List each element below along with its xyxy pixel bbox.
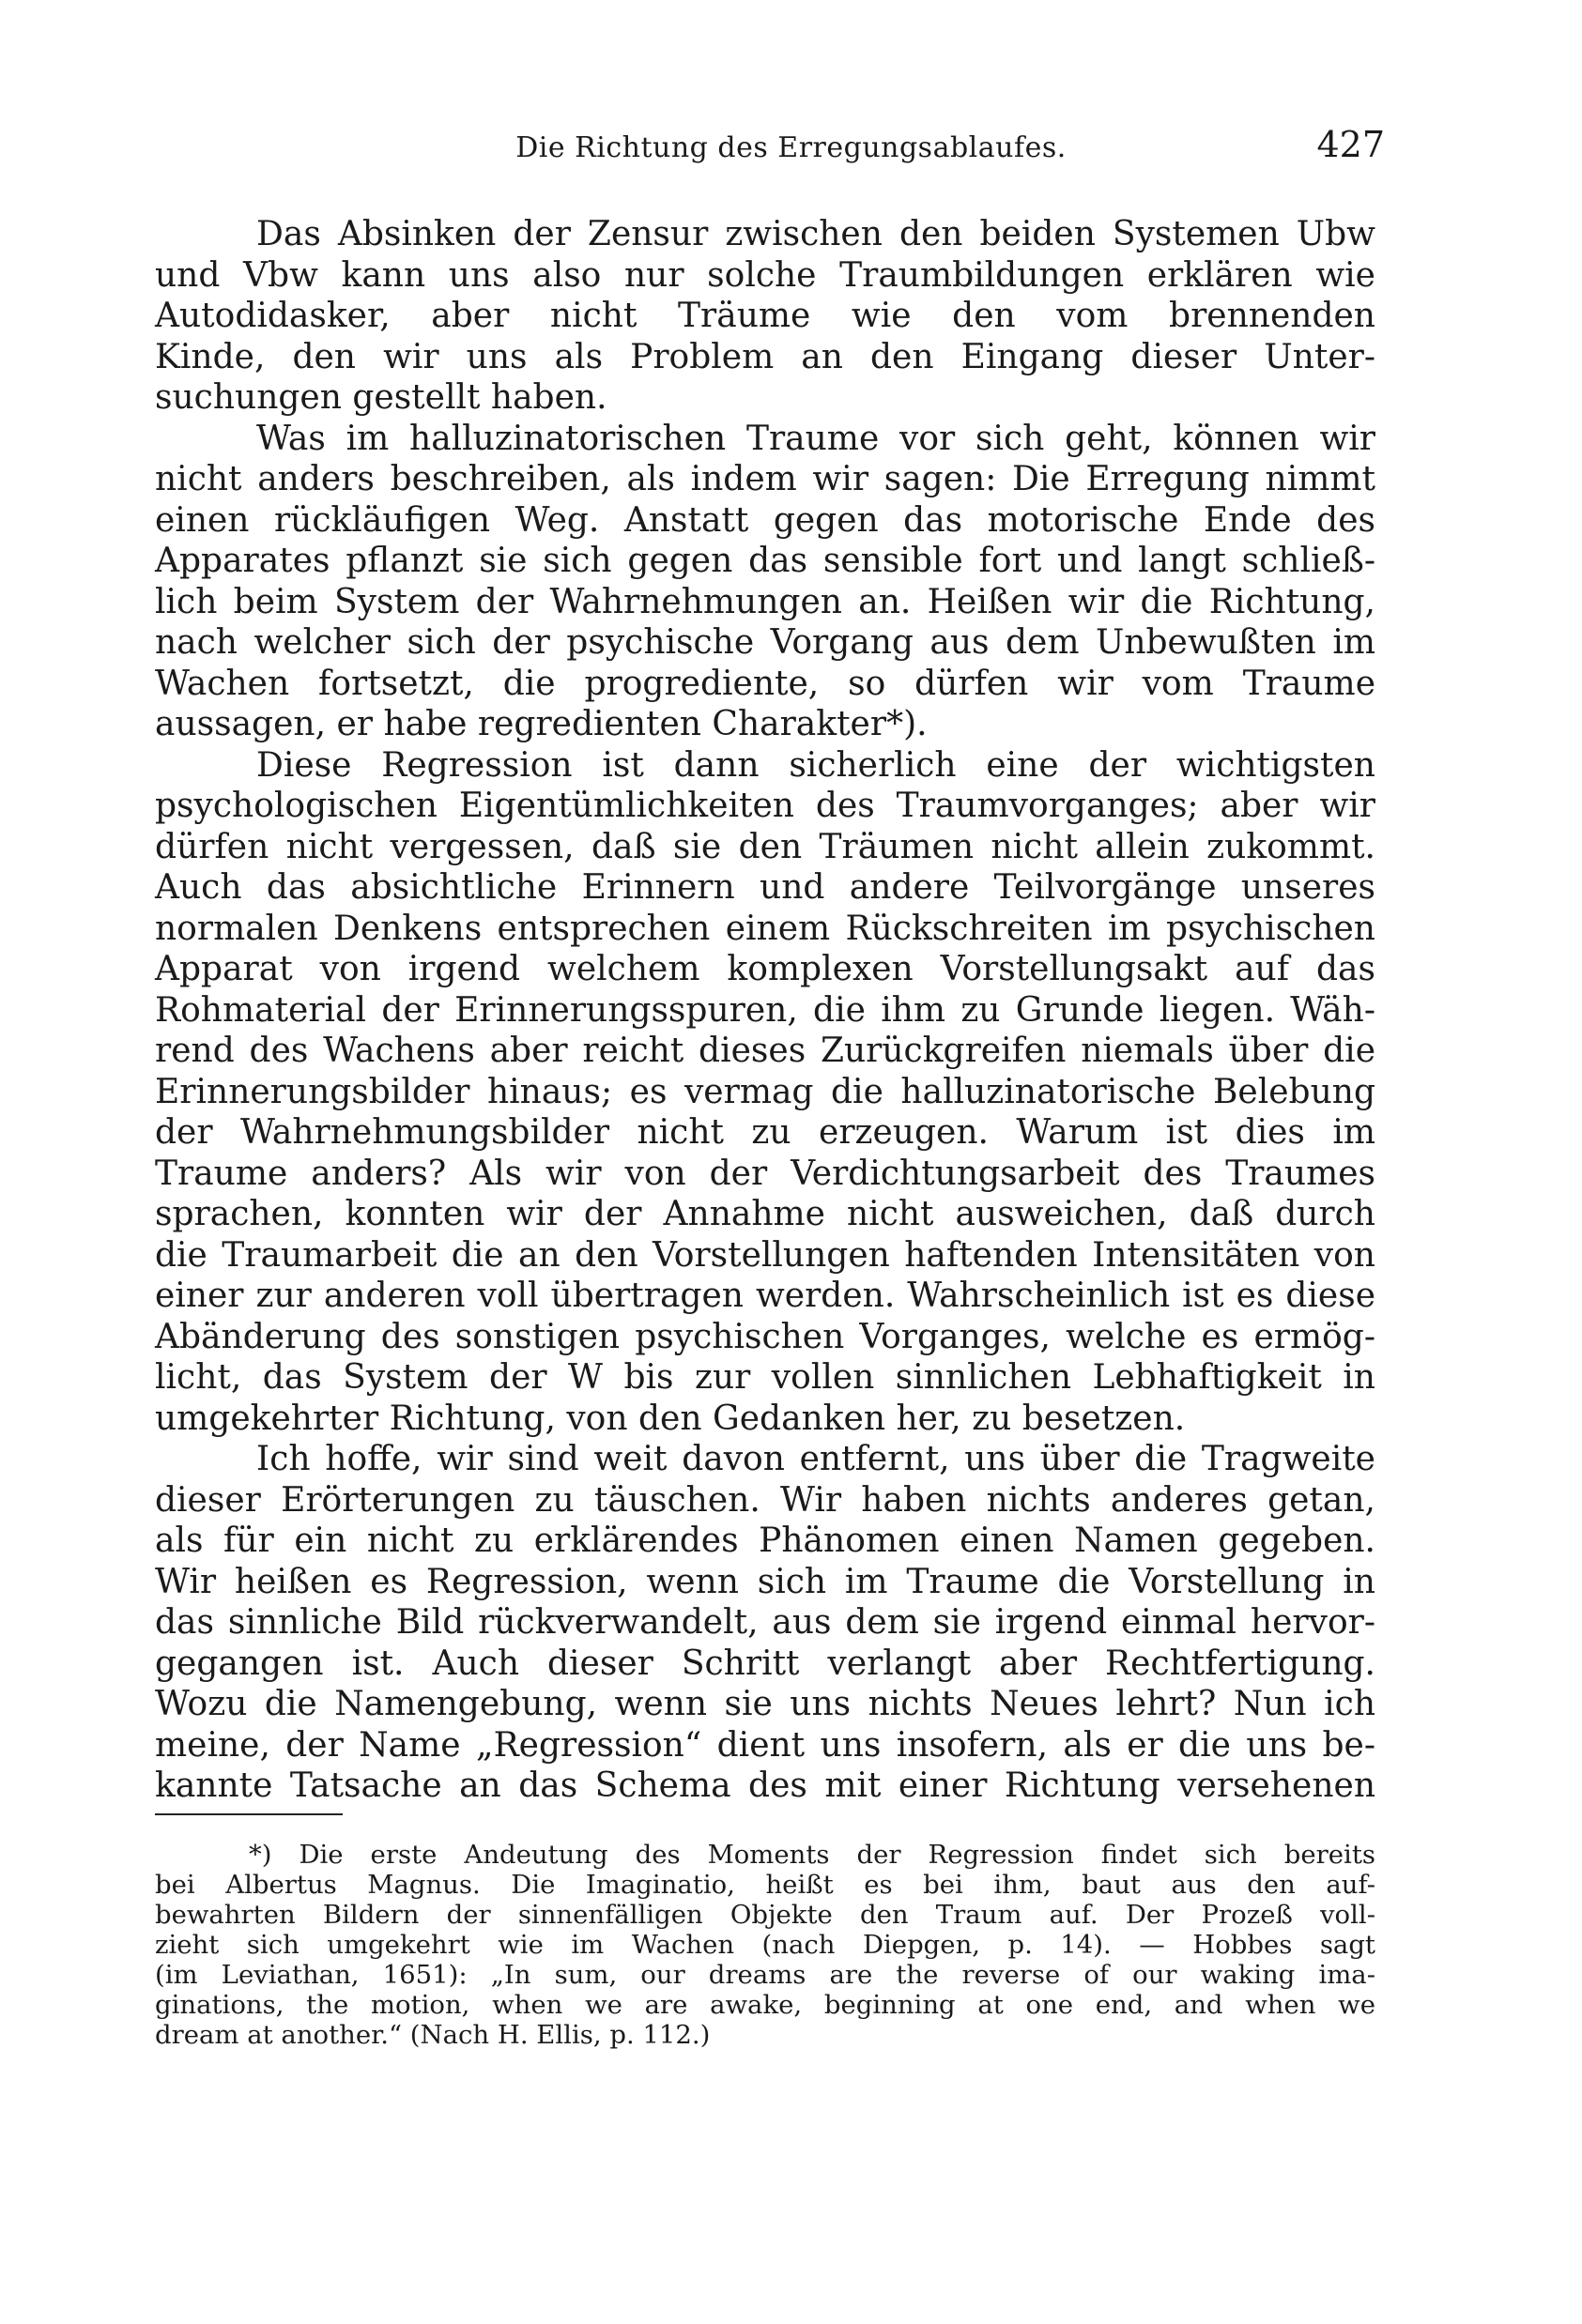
footnote-line: bei Albertus Magnus. Die Imaginatio, heißt es bei ihm, baut aus den auf- xyxy=(155,1870,1375,1900)
body-line: und Vbw kann uns also nur solche Traumbildungen erklären wie xyxy=(155,255,1375,295)
footnote-line: zieht sich umgekehrt wie im Wachen (nach Diepgen, p. 14). — Hobbes sagt xyxy=(155,1930,1375,1960)
page-number: 427 xyxy=(1316,124,1385,165)
body-line: Diese Regression ist dann sicherlich eine der wichtigsten xyxy=(256,745,1375,785)
body-line: Was im halluzinatorischen Traume vor sich geht, können wir xyxy=(256,419,1375,458)
body-line: kannte Tatsache an das Schema des mit einer Richtung versehenen xyxy=(155,1766,1375,1805)
body-line: Das Absinken der Zensur zwischen den beiden Systemen Ubw xyxy=(256,215,1375,253)
body-line: die Traumarbeit die an den Vorstellungen haftenden Intensitäten von xyxy=(155,1235,1375,1275)
body-line: psychologischen Eigentümlichkeiten des Traumvorganges; aber wir xyxy=(155,787,1375,825)
body-line: normalen Denkens entsprechen einem Rückschreiten im psychischen xyxy=(155,909,1375,948)
body-line: das sinnliche Bild rückverwandelt, aus dem sie irgend einmal hervor- xyxy=(155,1603,1375,1642)
body-line: Erinnerungsbilder hinaus; es vermag die halluzinatorische Belebung xyxy=(155,1072,1375,1111)
footnote-line: ginations, the motion, when we are awake, beginning at one end, and when we xyxy=(155,1990,1375,2020)
body-line: als für ein nicht zu erklärendes Phänomen einen Namen gegeben. xyxy=(155,1521,1375,1560)
body-line: Apparat von irgend welchem komplexen Vorstellungsakt auf das xyxy=(155,950,1375,988)
body-line: umgekehrter Richtung, von den Gedanken her, zu besetzen. xyxy=(155,1399,1186,1438)
body-line: Wir heißen es Regression, wenn sich im Traume die Vorstellung in xyxy=(155,1562,1375,1601)
footnote-separator xyxy=(155,1813,343,1815)
body-line: suchungen gestellt haben. xyxy=(155,378,607,417)
body-line: nicht anders beschreiben, als indem wir sagen: Die Erregung nimmt xyxy=(155,460,1375,498)
body-line: Autodidasker, aber nicht Träume wie den vom brennenden xyxy=(155,297,1375,335)
body-line: dieser Erörterungen zu täuschen. Wir haben nichts anderes getan, xyxy=(155,1480,1375,1520)
body-line: licht, das System der W bis zur vollen sinnlichen Lebhaftigkeit in xyxy=(155,1358,1375,1397)
footnote-line: *) Die erste Andeutung des Moments der Regression findet sich bereits xyxy=(249,1840,1375,1870)
footnote-line: bewahrten Bildern der sinnenfälligen Objekte den Traum auf. Der Prozeß voll- xyxy=(155,1900,1375,1930)
body-line: Wachen fortsetzt, die progrediente, so dürfen wir vom Traume xyxy=(155,664,1375,703)
body-line: meine, der Name „Regression“ dient uns insofern, als er die uns be- xyxy=(155,1725,1375,1765)
body-line: Traume anders? Als wir von der Verdichtungsarbeit des Traumes xyxy=(155,1154,1375,1193)
footnote-line: (im Leviathan, 1651): „In sum, our dreams are the reverse of our waking ima- xyxy=(155,1960,1375,1990)
body-line: nach welcher sich der psychische Vorgang aus dem Unbewußten im xyxy=(155,623,1375,662)
body-line: Rohmaterial der Erinnerungsspuren, die ihm zu Grunde liegen. Wäh- xyxy=(155,990,1375,1030)
body-line: der Wahrnehmungsbilder nicht zu erzeugen. Warum ist dies im xyxy=(155,1113,1375,1152)
body-line: Ich hoffe, wir sind weit davon entfernt, uns über die Tragweite xyxy=(256,1440,1375,1478)
body-line: Apparates pflanzt sie sich gegen das sensible fort und langt schließ- xyxy=(155,542,1375,580)
body-line: Kinde, den wir uns als Problem an den Eingang dieser Unter- xyxy=(155,337,1375,376)
body-line: einen rückläufigen Weg. Anstatt gegen das motorische Ende des xyxy=(155,500,1375,540)
body-line: gegangen ist. Auch dieser Schritt verlangt aber Rechtfertigung. xyxy=(155,1644,1375,1683)
footnotes xyxy=(155,1840,1375,2050)
body-line: sprachen, konnten wir der Annahme nicht ausweichen, daß durch xyxy=(155,1195,1375,1233)
body-line: Auch das absichtliche Erinnern und andere Teilvorgänge unseres xyxy=(155,868,1375,907)
body-line: dürfen nicht vergessen, daß sie den Träumen nicht allein zukommt. xyxy=(155,827,1375,866)
running-title: Die Richtung des Erregungsablaufes. xyxy=(515,131,1067,164)
body-line: rend des Wachens aber reicht dieses Zurückgreifen niemals über die xyxy=(155,1032,1375,1070)
body-line: Abänderung des sonstigen psychischen Vorganges, welche es ermög- xyxy=(155,1317,1375,1356)
body-line: Wozu die Namengebung, wenn sie uns nichts Neues lehrt? Nun ich xyxy=(155,1685,1375,1723)
body-line: einer zur anderen voll übertragen werden. Wahrscheinlich ist es diese xyxy=(155,1277,1375,1315)
body-text xyxy=(155,214,1375,1807)
body-line: lich beim System der Wahrnehmungen an. Heißen wir die Richtung, xyxy=(155,582,1375,621)
footnote-line: dream at another.“ (Nach H. Ellis, p. 112.) xyxy=(155,2020,711,2050)
body-line: aussagen, er habe regredienten Charakter*). xyxy=(155,705,928,743)
